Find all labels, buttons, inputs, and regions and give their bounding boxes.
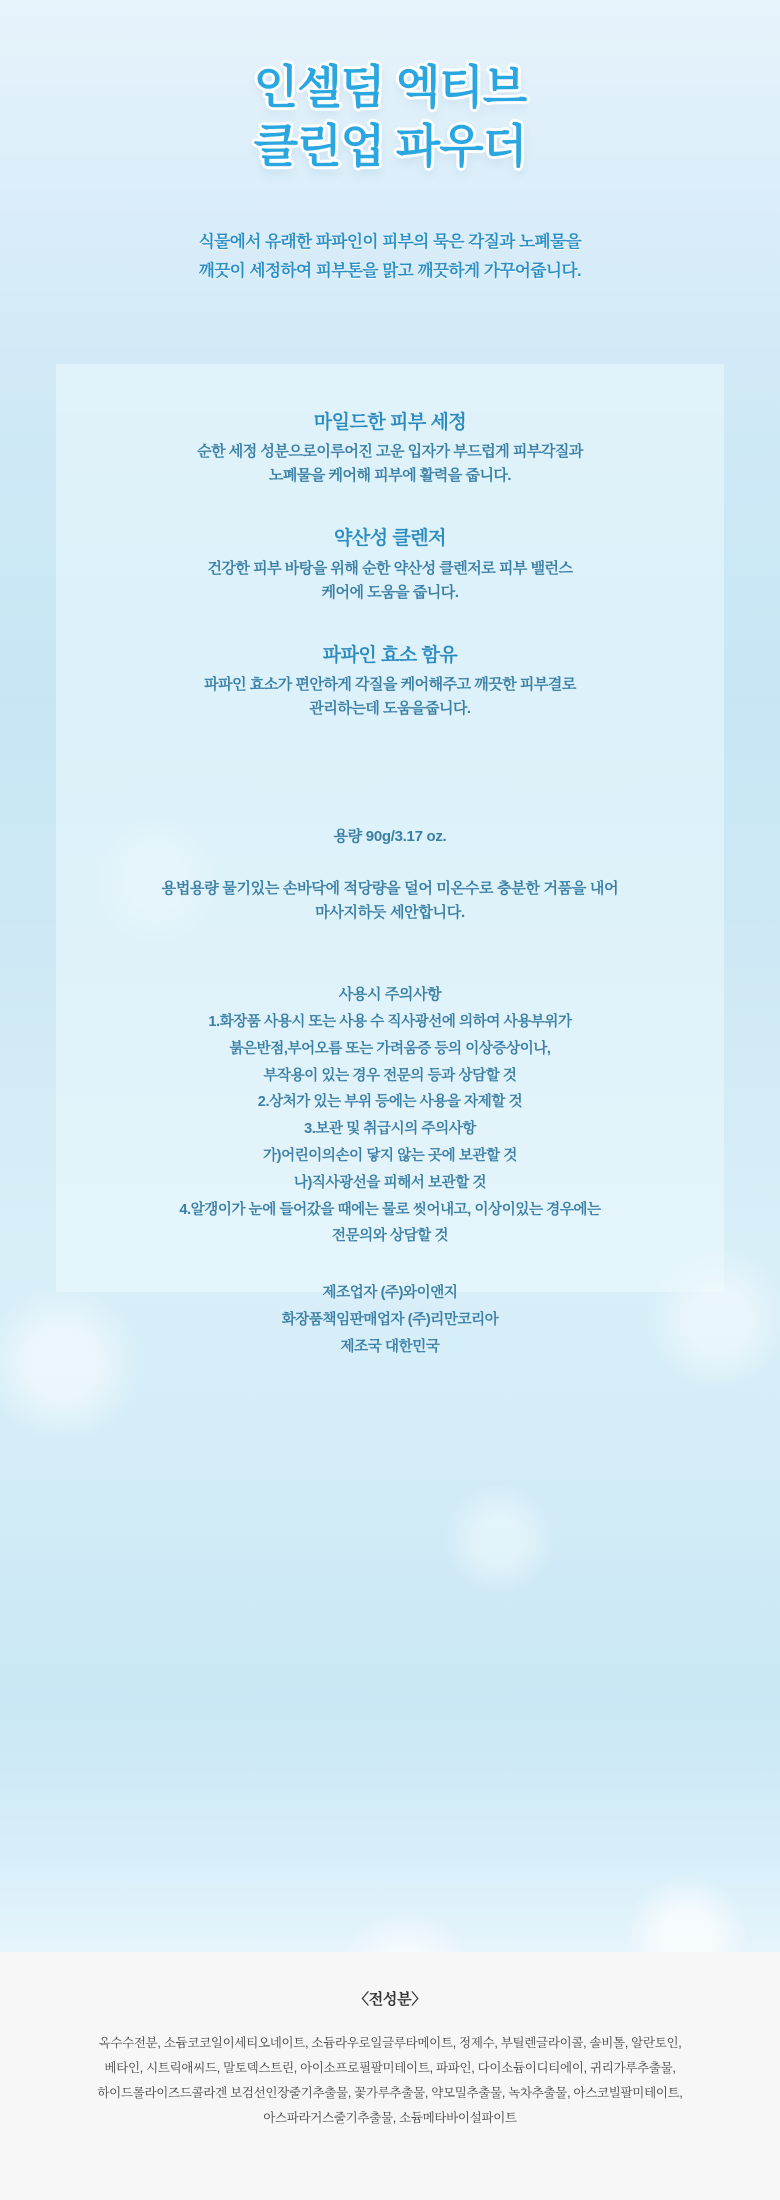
content-panel: [56, 364, 724, 1355]
caution-block: [56, 925, 724, 1250]
lead-paragraph: [0, 228, 780, 286]
caution-line: 4.알갱이가 눈에 들어갔을 때에는 물로 씻어내고, 이상이있는 경우에는: [179, 1201, 601, 1218]
spec-volume-block: [56, 721, 724, 849]
content-panel-inner: [56, 364, 724, 1361]
spec-usage-block: [56, 849, 724, 925]
spec-usage-line-2: 마사지하듯 세안합니다.: [315, 904, 465, 922]
spec-usage-line-1: 용법용량 물기있는 손바닥에 적당량을 덜어 미온수로 충분한 거품을 내어: [161, 880, 619, 898]
ingredients-line: 베타인, 시트릭애씨드, 말토덱스트린, 아이소프로필팔미테이트, 파파인, 다이소듐이디티에이, 귀리가루추출물,: [104, 2061, 676, 2075]
ingredients-line: 옥수수전분, 소듐코코일이세티오네이트, 소듐라우로일글루타메이트, 정제수, 부틸렌글라이콜, 솔비톨, 알란토인,: [98, 2036, 682, 2050]
maker-block: [56, 1250, 724, 1360]
feature-3-body-line-1: 파파인 효소가 편안하게 각질을 케어해주고 깨끗한 피부결로: [204, 676, 576, 694]
feature-block-3: [56, 605, 724, 721]
title-line-1: 인셀덤 엑티브: [253, 61, 527, 113]
feature-1-body-line-2: 노폐물을 케어해 피부에 활력을 줍니다.: [268, 467, 512, 485]
ingredients-line: 아스파라거스줄기추출물, 소듐메타바이설파이트: [263, 2111, 517, 2125]
caution-line: 나)직사광선을 피해서 보관할 것: [293, 1174, 487, 1191]
feature-2-body-line-2: 케어에 도움을 줍니다.: [321, 583, 459, 601]
feature-2-body-line-1: 건강한 피부 바탕을 위해 순한 약산성 클렌저로 피부 밸런스: [207, 559, 573, 577]
ingredients-section: [0, 1952, 780, 2200]
caution-line: 가)어린이의손이 닿지 않는 곳에 보관할 것: [263, 1147, 517, 1164]
caution-line: 전문의와 상담할 것: [331, 1228, 449, 1245]
caution-title: 사용시 주의사항: [338, 986, 442, 1004]
caution-line: 2.상처가 있는 부위 등에는 사용을 자제할 것: [257, 1094, 523, 1111]
lead-line-2: 깨끗이 세정하여 피부톤을 맑고 깨끗하게 가꾸어줍니다.: [198, 261, 582, 280]
ingredients-title: 〈전성분〉: [354, 1991, 426, 2008]
ingredients-body: [34, 2031, 746, 2131]
feature-1-title: 마일드한 피부 세정: [313, 412, 467, 433]
ingredients-line: 하이드롤라이즈드콜라겐 보검선인장줄기추출물, 꽃가루추출물, 약모밀추출물, 녹차추출물, 아스코빌팔미테이트,: [97, 2086, 683, 2100]
caution-line: 1.화장품 사용시 또는 사용 수 직사광선에 의하여 사용부위가: [208, 1013, 572, 1030]
feature-3-title: 파파인 효소 함유: [322, 644, 458, 666]
spec-volume: 용량 90g/3.17 oz.: [333, 828, 447, 846]
maker-line: 제조국 대한민국: [340, 1338, 440, 1355]
title-line-2: 클린업 파우더: [253, 119, 527, 172]
caution-line: 붉은반점,부어오름 또는 가려움증 등의 이상증상이나,: [229, 1040, 551, 1057]
feature-2-title: 약산성 클렌저: [334, 528, 446, 550]
page-title: [0, 58, 780, 176]
feature-block-1: [56, 364, 724, 488]
maker-line: 화장품책임판매업자 (주)리만코리아: [281, 1312, 499, 1329]
maker-line: 제조업자 (주)와이앤지: [322, 1285, 458, 1302]
lead-line-1: 식물에서 유래한 파파인이 피부의 묵은 각질과 노폐물을: [198, 233, 582, 251]
feature-3-body-line-2: 관리하는데 도움을줍니다.: [309, 700, 471, 718]
caution-line: 부작용이 있는 경우 전문의 등과 상담할 것: [263, 1067, 517, 1084]
feature-1-body-line-1: 순한 세정 성분으로이루어진 고운 입자가 부드럽게 피부각질과: [197, 443, 583, 461]
feature-block-2: [56, 488, 724, 604]
caution-line: 3.보관 및 취급시의 주의사항: [304, 1121, 476, 1138]
